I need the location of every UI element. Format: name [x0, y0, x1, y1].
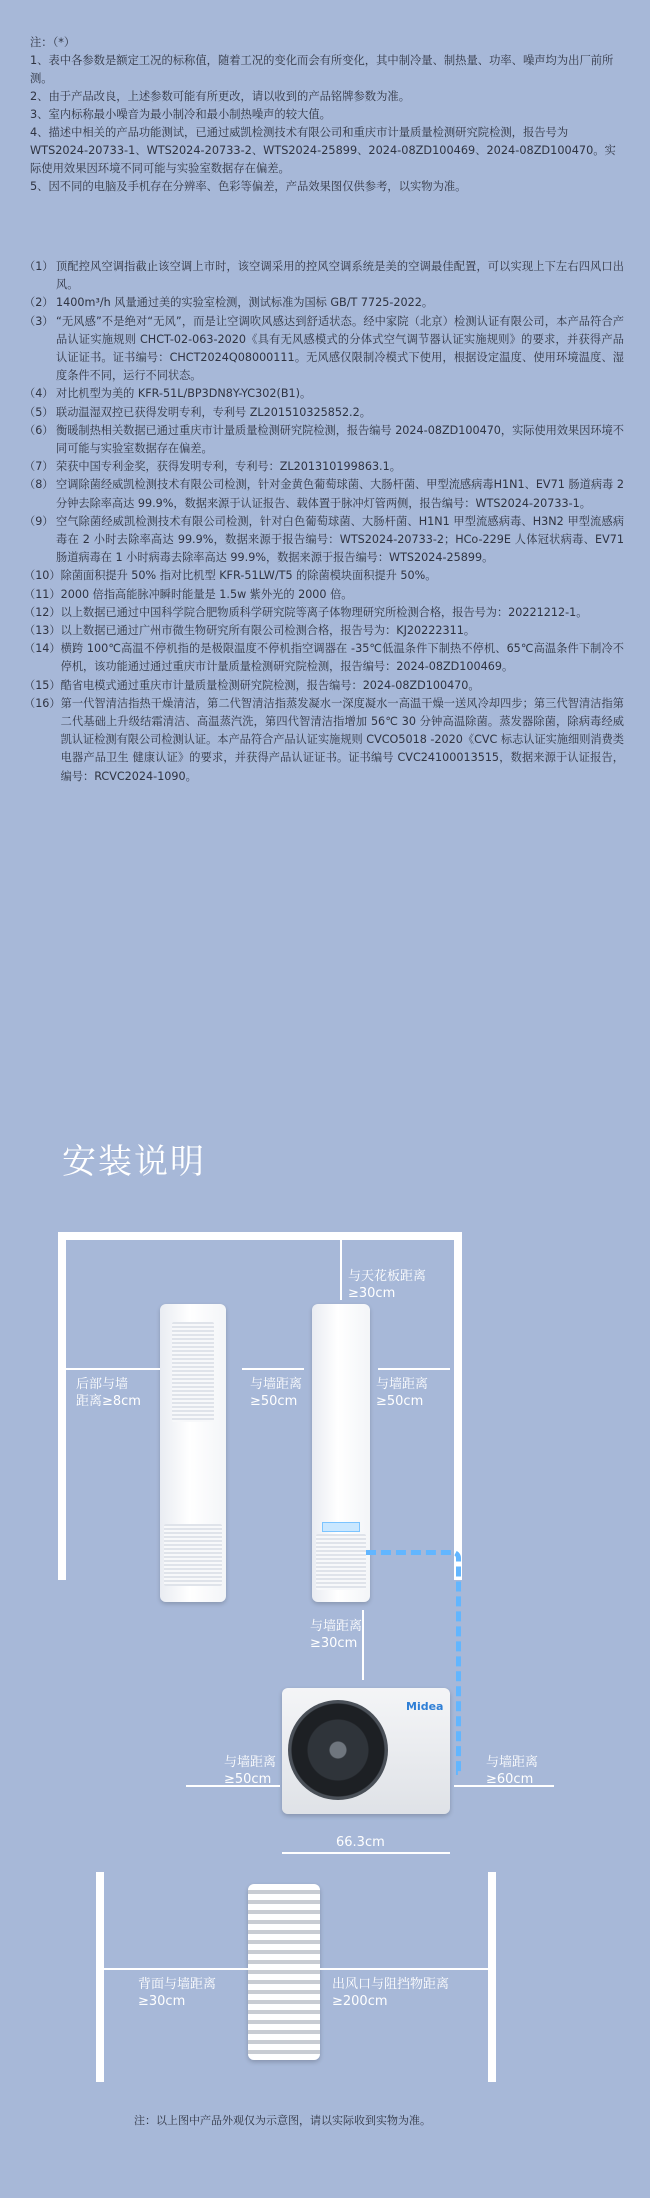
back-wall-dimension-line: [66, 1368, 160, 1370]
rule-item: （9） 空气除菌经威凯检测技术有限公司检测，针对白色葡萄球菌、大肠杆菌、H1N1 甲型流感病毒、H3N2 甲型流感病毒在 2 小时去除率高达 99.9%，数据来源于报告编号：WTS2024-20733-2；HCo-229E 人体冠状病毒、EV71 肠道病毒在 1 小时病毒去除率高达 99.9%，数据来源于报告编号：WTS2024-25899。: [24, 514, 624, 565]
note-item: 1、表中各参数是额定工况的标称值，随着工况的变化而会有所变化，其中制冷量、制热量、功率、噪声均为出厂前所测。: [30, 54, 614, 85]
outdoor-left-distance-label: 与墙距离 ≥50cm: [224, 1755, 277, 1787]
rules-list: [24, 258, 624, 786]
left-wall: [58, 1232, 66, 1580]
indoor-unit-front-view: [312, 1304, 370, 1602]
notes-title: 注：（*）: [30, 36, 76, 49]
rule-item: （7） 荣获中国专利金奖，获得发明专利，专利号：ZL201310199863.1。: [24, 460, 401, 474]
ceiling-wall: [58, 1232, 462, 1240]
side-right-distance-label: 与墙距离 ≥50cm: [376, 1377, 429, 1409]
outlet-distance-label: 出风口与阻挡物距离 ≥200cm: [332, 1977, 450, 2009]
brand-logo: Midea: [406, 1700, 444, 1713]
rule-item: （16） 第一代智清洁指热干燥清洁，第二代智清洁指蒸发凝水一深度凝水一高温干燥一送风冷却四步；第三代智清洁指第二代基础上升级结霜清洁、高温蒸汽洗，第四代智清洁指增加 56℃ 30 分钟高温除菌。蒸发器除菌，除病毒经威凯认证检测有限公司检测认证。本产品符合产品认证实施规则 CVCO5018 -2020《CVC 标志认证实施细则消费类电器产品卫生 健康认证》的要求，并获得产品认证证书。证书编号 CVC24100013515，数据来源于认证报告，编号：RCVC2024-1090。: [24, 696, 624, 783]
rule-item: （14） 横跨 100℃高温不停机指的是极限温度不停机指空调器在 -35℃低温条件下制热不停机、65℃高温条件下制冷不停机，该功能通过通过重庆市计量质量检测研究院检测，报告编号：2024-08ZD100469。: [24, 642, 624, 674]
outdoor-unit-top-view: [248, 1884, 320, 2060]
note-item: 3、室内标称最小噪音为最小制冷和最小制热噪声的较大值。: [30, 108, 331, 121]
rule-item: （6） 衡暖制热相关数据已通过重庆市计量质量检测研究院检测，报告编号 2024-08ZD100470，实际使用效果因环境不同可能与实验室数据存在偏差。: [24, 423, 624, 456]
outdoor-right-distance-label: 与墙距离 ≥60cm: [486, 1755, 539, 1787]
air-outlet-grill: [172, 1322, 214, 1422]
outlet-distance-line: [320, 1968, 488, 1970]
outdoor-top-distance-label: 与墙距离 ≥30cm: [310, 1619, 363, 1651]
rule-item: （3） “无风感”不是绝对“无风”，而是让空调吹风感达到舒适状态。经中家院（北京）检测认证有限公司，本产品符合产品认证实施规则 CHCT-02-063-2020《具有无风感模式的分体式空气调节器认证实施规则》的要求，并获得产品认证证书。证书编号：CHCT2024Q08000111。无风感仅限制冷模式下使用，根据设定温度、使用环境温度、湿度条件不同，运行不同状态。: [24, 314, 624, 383]
outdoor-top-dimension-line: [362, 1610, 364, 1680]
top-view-obstacle: [488, 1872, 496, 2082]
rule-item: （13） 以上数据已通过广州市微生物研究所有限公司检测合格，报告号为：KJ20222311。: [24, 624, 476, 638]
right-wall: [454, 1232, 462, 1580]
back-wall-distance-label: 后部与墙 距离≥8cm: [76, 1377, 141, 1409]
display-panel: [322, 1522, 360, 1532]
side-left-dimension-line: [242, 1368, 304, 1370]
rule-item: （11） 2000 倍指高能脉冲瞬时能量是 1.5w 紫外光的 2000 倍。: [24, 587, 353, 601]
ceiling-distance-label: 与天花板距离 ≥30cm: [348, 1269, 427, 1301]
air-inlet-grill: [164, 1524, 222, 1586]
note-item: 5、因不同的电脑及手机存在分辨率、色彩等偏差，产品效果图仅供参考，以实物为准。: [30, 180, 467, 193]
rule-item: （10） 除菌面积提升 50% 指对比机型 KFR-51LW/T5 的除菌模块面积提升 50%。: [24, 569, 437, 583]
top-view-back-wall: [96, 1872, 104, 2082]
side-left-distance-label: 与墙距离 ≥50cm: [250, 1377, 303, 1409]
rule-item: （8） 空调除菌经威凯检测技术有限公司检测，针对金黄色葡萄球菌、大肠杆菌、甲型流感病毒H1N1、EV71 肠道病毒 2 分钟去除率高达 99.9%，数据来源于认证报告、载体置于脉冲灯管两侧，报告编号：WTS2024-20733-1。: [24, 478, 624, 510]
outdoor-width-label: 66.3cm: [336, 1835, 385, 1850]
air-inlet-grill: [316, 1534, 366, 1590]
illustration-footnote: 注：以上图中产品外观仅为示意图，请以实际收到实物为准。: [134, 2114, 431, 2127]
notes-block: [30, 34, 625, 196]
rule-item: （5） 联动温湿双控已获得发明专利，专利号 ZL201510325852.2。: [24, 405, 371, 419]
rule-item: （15） 酷省电模式通过重庆市计量质量检测研究院检测，报告编号：2024-08ZD100470。: [24, 678, 480, 692]
outdoor-fan: [288, 1700, 388, 1800]
note-item: 2、由于产品改良，上述参数可能有所更改，请以收到的产品铭牌参数为准。: [30, 90, 410, 103]
rule-item: （12） 以上数据已通过中国科学院合肥物质科学研究院等离子体物理研究所检测合格，报告号为：20221212-1。: [24, 605, 588, 619]
install-section-title: 安装说明: [62, 1142, 206, 1182]
side-right-dimension-line: [378, 1368, 450, 1370]
back-distance-label: 背面与墙距离 ≥30cm: [138, 1977, 217, 2009]
indoor-unit-back-view: [160, 1304, 226, 1602]
back-distance-line: [104, 1968, 248, 1970]
rule-item: （1） 顶配控风空调指截止该空调上市时，该空调采用的控风空调系统是美的空调最佳配置，可以实现上下左右四风口出风。: [24, 260, 624, 292]
ceiling-dimension-line: [340, 1240, 342, 1300]
rule-item: （4） 对比机型为美的 KFR-51L/BP3DN8Y-YC302(B1)。: [24, 387, 312, 401]
outdoor-unit: [282, 1688, 450, 1814]
rule-item: （2） 1400m³/h 风量通过美的实验室检测，测试标准为国标 GB/T 7725-2022。: [24, 296, 434, 310]
note-item: 4、描述中相关的产品功能测试，已通过威凯检测技术有限公司和重庆市计量质量检测研究院检测，报告号为WTS2024-20733-1、WTS2024-20733-2、WTS2024-25899、2024-08ZD100469、2024-08ZD100470。实际使用效果因环境不同可能与实验室数据存在偏差。: [30, 126, 616, 175]
outdoor-width-dimension-line: [282, 1852, 450, 1854]
